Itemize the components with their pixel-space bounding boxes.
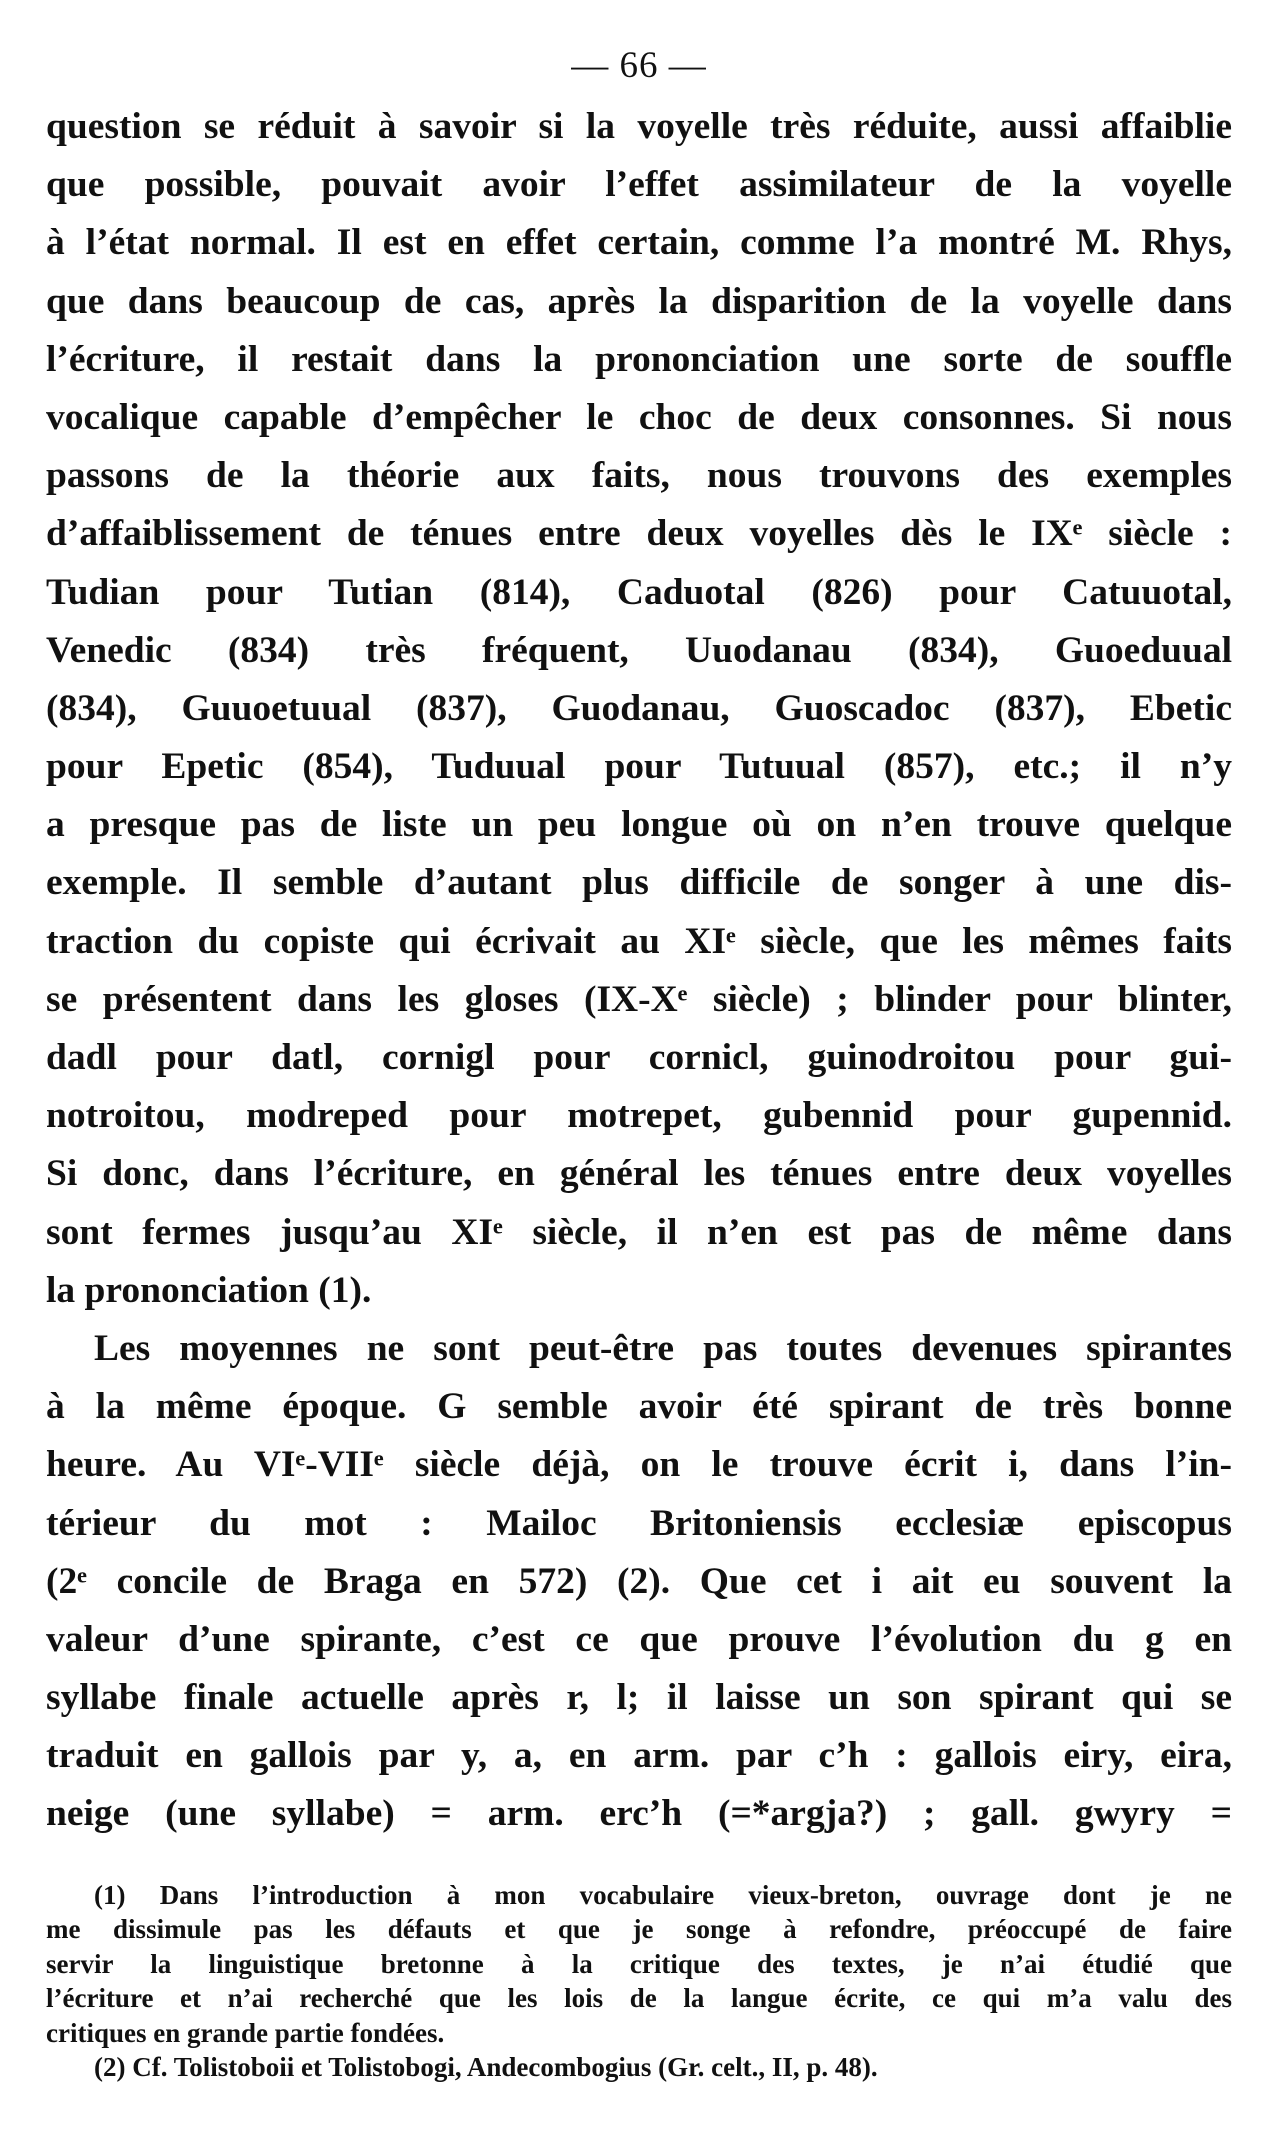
text-line: (2ᵉ concile de Braga en 572) (2). Que cet i ait eu souvent la xyxy=(46,1560,1232,1602)
paragraph-1 xyxy=(46,98,1232,1320)
text-line: a presque pas de liste un peu longue où on n’en trouve quelque xyxy=(46,804,1232,846)
text-line: vocalique capable d’empêcher le choc de deux consonnes. Si nous xyxy=(46,396,1232,438)
footnote-line: me dissimule pas les défauts et que je songe à refondre, préoccupé de faire xyxy=(46,1914,1232,1945)
text-line: traction du copiste qui écrivait au XIᵉ siècle, que les mêmes faits xyxy=(46,920,1232,962)
text-line: térieur du mot : Mailoc Britoniensis ecclesiæ episcopus xyxy=(46,1502,1232,1544)
text-line: la prononciation (1). xyxy=(46,1269,372,1311)
text-line: valeur d’une spirante, c’est ce que prouve l’évolution du g en xyxy=(46,1618,1232,1660)
text-line: à la même époque. G semble avoir été spirant de très bonne xyxy=(46,1386,1232,1428)
main-text xyxy=(46,98,1232,1844)
footnote-line: critiques en grande partie fondées. xyxy=(46,2017,445,2048)
text-line: Si donc, dans l’écriture, en général les ténues entre deux voyelles xyxy=(46,1153,1232,1195)
text-line: Tudian pour Tutian (814), Caduotal (826) pour Catuuotal, xyxy=(46,571,1232,613)
footnote-1 xyxy=(46,1878,1232,2051)
page-number: — 66 — xyxy=(571,45,707,86)
text-line: Venedic (834) très fréquent, Uuodanau (834), Guoeduual xyxy=(46,629,1232,671)
text-line: question se réduit à savoir si la voyelle très réduite, aussi affaiblie xyxy=(46,106,1232,147)
footnote-line: servir la linguistique bretonne à la critique des textes, je n’ai étudié que xyxy=(46,1948,1232,1979)
text-line: que possible, pouvait avoir l’effet assimilateur de la voyelle xyxy=(46,164,1232,206)
text-line: exemple. Il semble d’autant plus difficile de songer à une dis- xyxy=(46,862,1232,904)
text-line: l’écriture, il restait dans la prononciation une sorte de souffle xyxy=(46,338,1232,380)
text-line: que dans beaucoup de cas, après la disparition de la voyelle dans xyxy=(46,280,1232,322)
text-line: neige (une syllabe) = arm. erc’h (=*argja?) ; gall. gwyry = xyxy=(46,1793,1232,1835)
text-line: pour Epetic (854), Tuduual pour Tutuual (857), etc.; il n’y xyxy=(46,746,1232,788)
text-line: Les moyennes ne sont peut-être pas toutes devenues spirantes xyxy=(94,1327,1232,1369)
text-line: à l’état normal. Il est en effet certain, comme l’a montré M. Rhys, xyxy=(46,222,1232,264)
text-line: (834), Guuoetuual (837), Guodanau, Guoscadoc (837), Ebetic xyxy=(46,687,1232,729)
text-line: syllabe finale actuelle après r, l; il laisse un son spirant qui se xyxy=(46,1677,1232,1719)
text-line: passons de la théorie aux faits, nous trouvons des exemples xyxy=(46,455,1232,497)
text-line: se présentent dans les gloses (IX-Xᵉ siècle) ; blinder pour blinter, xyxy=(46,978,1232,1020)
text-line: heure. Au VIᵉ-VIIᵉ siècle déjà, on le trouve écrit i, dans l’in- xyxy=(46,1444,1232,1486)
footnote-line: (2) Cf. Tolistoboii et Tolistobogi, Andecombogius (Gr. celt., II, p. 48). xyxy=(94,2052,878,2083)
text-line: dadl pour datl, cornigl pour cornicl, guinodroitou pour gui- xyxy=(46,1037,1232,1078)
footnote-line: (1) Dans l’introduction à mon vocabulaire vieux-breton, ouvrage dont je ne xyxy=(94,1879,1232,1910)
text-line: d’affaiblissement de ténues entre deux voyelles dès le IXᵉ siècle : xyxy=(46,513,1232,555)
footnote-2 xyxy=(46,2050,1232,2085)
document-page xyxy=(46,40,1232,2085)
text-line: traduit en gallois par y, a, en arm. par c’h : gallois eiry, eira, xyxy=(46,1735,1232,1777)
text-line: notroitou, modreped pour motrepet, gubennid pour gupennid. xyxy=(46,1095,1232,1137)
text-line: sont fermes jusqu’au XIᵉ siècle, il n’en est pas de même dans xyxy=(46,1211,1232,1253)
paragraph-2 xyxy=(46,1320,1232,1844)
footnote-line: l’écriture et n’ai recherché que les lois de la langue écrite, ce qui m’a valu des xyxy=(46,1983,1232,2014)
footnotes xyxy=(46,1878,1232,2085)
